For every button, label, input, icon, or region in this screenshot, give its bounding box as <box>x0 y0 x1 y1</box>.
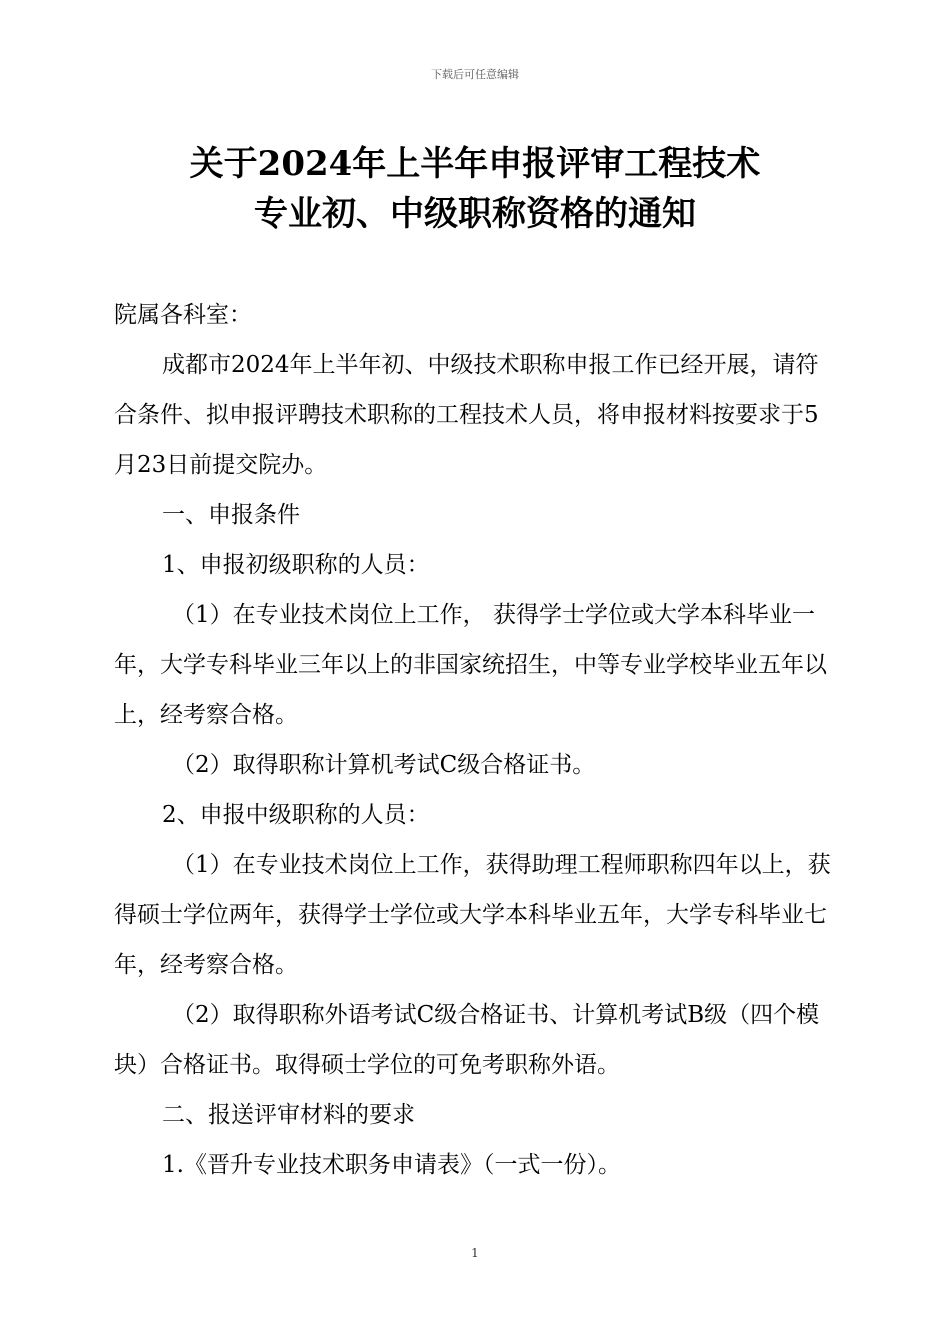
section1-item1-a: （1）在专业技术岗位上工作， 获得学士学位或大学本科毕业一年，大学专科毕业三年以上的非国家统招生，中等专业学校毕业五年以上，经考察合格。 <box>114 602 827 728</box>
section2-item1: 1.《晋升专业技术职务申请表》（一式一份）。 <box>162 1152 621 1178</box>
section1-item1: 1、申报初级职称的人员： <box>162 552 430 578</box>
header-note: 下载后可任意编辑 <box>431 68 519 81</box>
document-title <box>0 142 950 236</box>
title-line-2: 专业初、中级职称资格的通知 <box>254 194 696 234</box>
section1-item2-a: （1）在专业技术岗位上工作，获得助理工程师职称四年以上，获得硕士学位两年，获得学士学位或大学本科毕业五年，大学专科毕业七年，经考察合格。 <box>114 852 831 978</box>
section1-item2: 2、申报中级职称的人员： <box>162 802 430 828</box>
salutation: 院属各科室： <box>114 302 252 328</box>
document-body <box>114 340 838 1190</box>
section1-item1-b: （2）取得职称计算机考试C级合格证书。 <box>172 752 596 778</box>
section-heading-1: 一、申报条件 <box>162 502 300 528</box>
section1-item2-b: （2）取得职称外语考试C级合格证书、计算机考试B级（四个模块）合格证书。取得硕士学位的可免考职称外语。 <box>114 1002 820 1078</box>
title-line-1: 关于2024年上半年申报评审工程技术 <box>189 144 761 184</box>
page-number: 1 <box>471 1246 479 1260</box>
section-heading-2: 二、报送评审材料的要求 <box>162 1102 415 1128</box>
intro-paragraph: 成都市2024年上半年初、中级技术职称申报工作已经开展，请符合条件、拟申报评聘技术职称的工程技术人员，将申报材料按要求于5月23日前提交院办。 <box>114 352 819 478</box>
